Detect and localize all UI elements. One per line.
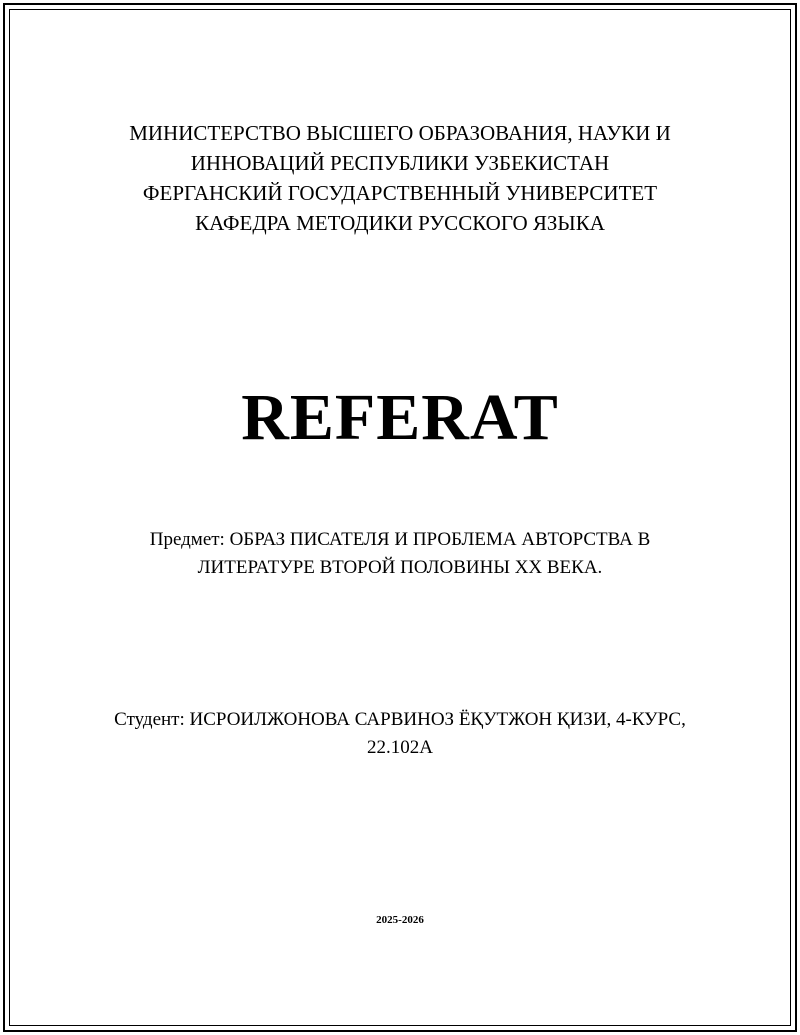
header-line-department: КАФЕДРА МЕТОДИКИ РУССКОГО ЯЗЫКА (195, 211, 605, 235)
student-line: Студент: ИСРОИЛЖОНОВА САРВИНОЗ ЁҚУТЖОН ҚИЗИ, 4-КУРС, 22.102A (114, 709, 686, 758)
header-line-republic: ИННОВАЦИЙ РЕСПУБЛИКИ УЗБЕКИСТАН (190, 151, 610, 175)
subject-line: Предмет: ОБРАЗ ПИСАТЕЛЯ И ПРОБЛЕМА АВТОРСТВА В ЛИТЕРАТУРЕ ВТОРОЙ ПОЛОВИНЫ XX ВЕКА. (149, 529, 651, 578)
header-line-ministry: МИНИСТЕРСТВО ВЫСШЕГО ОБРАЗОВАНИЯ, НАУКИ И (129, 121, 671, 145)
institution-header (60, 118, 740, 238)
header-line-university: ФЕРГАНСКИЙ ГОСУДАРСТВЕННЫЙ УНИВЕРСИТЕТ (142, 181, 658, 205)
academic-year: 2025-2026 (376, 914, 424, 926)
document-title: REFERAT (241, 381, 559, 454)
